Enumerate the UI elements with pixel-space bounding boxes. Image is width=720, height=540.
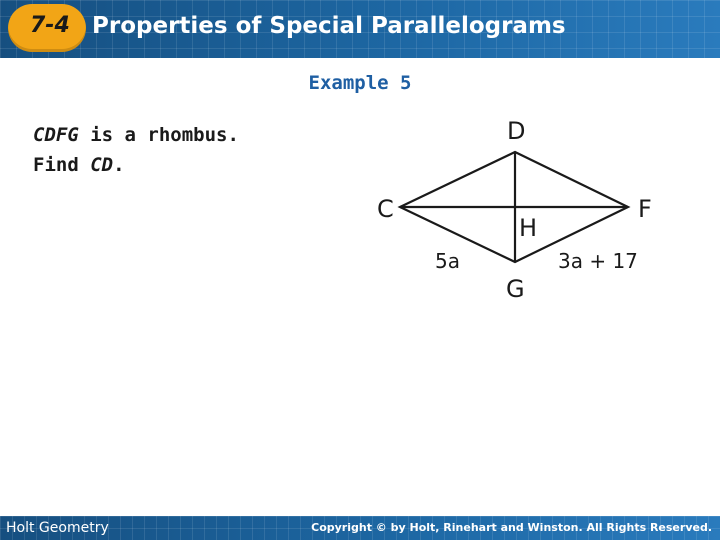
problem-line-1 [33,120,239,150]
page-title: Properties of Special Parallelograms [92,13,566,39]
vertex-g-label: G [506,275,525,303]
vertex-f-label: F [638,195,652,223]
footer-course-name: Holt Geometry [6,520,109,536]
segment-name: CD [90,154,114,176]
shape-name: CDFG [33,124,79,146]
problem-line-2-prefix: Find [33,154,91,176]
problem-line-2-suffix: . [113,154,125,176]
problem-line-2 [33,150,239,180]
center-h-label: H [519,214,538,242]
footer-bar [0,516,720,540]
problem-line-1-text: is a rhombus. [78,124,239,146]
side-gf-label: 3a + 17 [558,249,638,273]
vertex-c-label: C [377,195,394,223]
footer-copyright: Copyright © by Holt, Rinehart and Winston. All Rights Reserved. [311,521,712,534]
lesson-badge [8,4,86,52]
side-cg-label: 5a [435,249,460,273]
header-banner [0,0,720,58]
vertex-d-label: D [507,117,526,145]
problem-statement [33,120,239,180]
rhombus-diagram [365,110,665,310]
lesson-number: 7-4 [30,13,70,38]
example-label: Example 5 [308,72,412,94]
